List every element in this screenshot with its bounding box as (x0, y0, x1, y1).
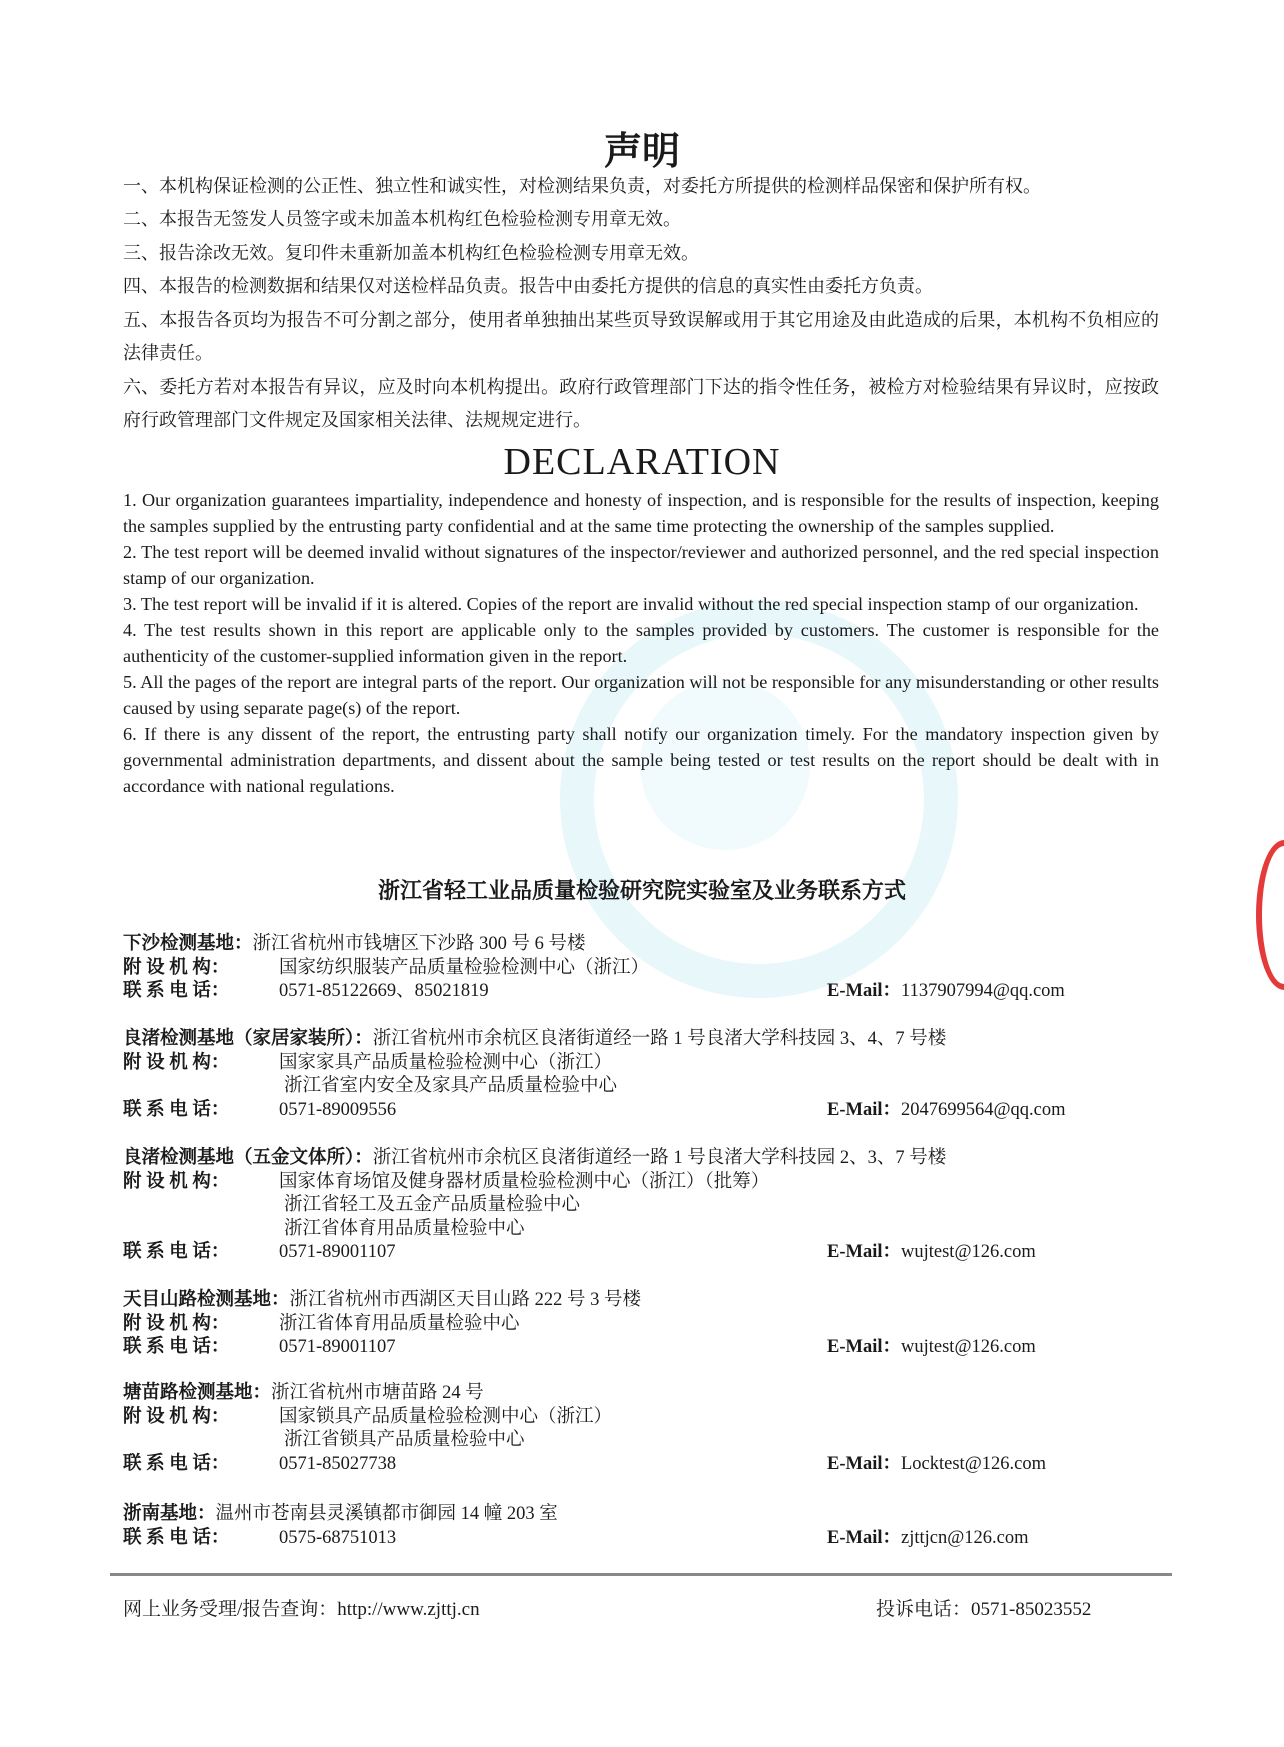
red-stamp (1256, 840, 1284, 990)
affiliated-org: 浙江省轻工及五金产品质量检验中心 (284, 1195, 581, 1216)
site-address: 浙江省杭州市钱塘区下沙路 300 号 6 号楼 (252, 934, 586, 954)
affiliated-label: 附 设 机 构： (123, 957, 230, 978)
email: 1137907994@qq.com (901, 981, 1065, 1002)
affiliated-label: 附 设 机 构： (123, 1313, 230, 1334)
cn-item: 一、本机构保证检测的公正性、独立性和诚实性，对检测结果负责，对委托方所提供的检测样品保密和保护所有权。 (123, 176, 1041, 196)
en-item: 2. The test report will be deemed invalid without signatures of the inspector/reviewer and authorized personnel, and the red special inspection stamp of our organization. (123, 542, 1159, 588)
email: zjttjcn@126.com (901, 1527, 1029, 1548)
site-name: 浙南基地： (123, 1504, 216, 1524)
site-address: 浙江省杭州市塘苗路 24 号 (271, 1383, 484, 1403)
site-name: 下沙检测基地： (123, 934, 253, 954)
affiliated-label: 附 设 机 构： (123, 1171, 230, 1192)
site-block (123, 1382, 1159, 1476)
org-contact-title: 浙江省轻工业品质量检验研究院实验室及业务联系方式 (377, 878, 906, 903)
site-name: 塘苗路检测基地： (123, 1383, 272, 1403)
phone: 0571-85122669、85021819 (279, 981, 489, 1002)
affiliated-org: 国家纺织服装产品质量检验检测中心（浙江） (279, 957, 650, 978)
affiliated-org: 浙江省锁具产品质量检验中心 (284, 1430, 525, 1451)
en-item: 1. Our organization guarantees impartiality, independence and honesty of inspection, and is responsible for the results of inspection, keeping the samples supplied by the entrusting party confidential and at the same time protecting the ownership of the samples supplied. (123, 490, 1159, 536)
en-item: 6. If there is any dissent of the report, the entrusting party shall notify our organization timely. For the mandatory inspection given by governmental administration departments, and dissent about the sample being tested or test results on the report should be dealt with in accordance with national regulations. (123, 724, 1159, 796)
site-block (123, 933, 1159, 1004)
email-label: E-Mail： (827, 981, 901, 1002)
email: wujtest@126.com (901, 1242, 1036, 1263)
cn-item: 三、报告涂改无效。复印件未重新加盖本机构红色检验检测专用章无效。 (123, 243, 699, 263)
affiliated-label: 附 设 机 构： (123, 1406, 230, 1427)
phone: 0571-85027738 (279, 1453, 397, 1474)
affiliated-org: 浙江省室内安全及家具产品质量检验中心 (284, 1076, 618, 1097)
site-address: 浙江省杭州市西湖区天目山路 222 号 3 号楼 (289, 1290, 642, 1310)
phone-label: 联 系 电 话： (123, 1337, 230, 1358)
affiliated-org: 浙江省体育用品质量检验中心 (284, 1218, 525, 1239)
affiliated-org: 浙江省体育用品质量检验中心 (279, 1313, 520, 1334)
site-block (123, 1028, 1159, 1122)
phone-label: 联 系 电 话： (123, 981, 230, 1002)
site-address: 浙江省杭州市余杭区良渚街道经一路 1 号良渚大学科技园 2、3、7 号楼 (372, 1148, 947, 1168)
cn-item: 四、本报告的检测数据和结果仅对送检样品负责。报告中由委托方提供的信息的真实性由委托方负责。 (123, 276, 933, 296)
email-label: E-Mail： (827, 1242, 901, 1263)
phone: 0571-89009556 (279, 1099, 397, 1120)
email-label: E-Mail： (827, 1527, 901, 1548)
phone: 0571-89001107 (279, 1242, 396, 1263)
site-address: 浙江省杭州市余杭区良渚街道经一路 1 号良渚大学科技园 3、4、7 号楼 (372, 1029, 947, 1049)
site-block (123, 1503, 1159, 1550)
site-name: 良渚检测基地（家居家装所）： (123, 1029, 373, 1049)
site-block (123, 1289, 1159, 1360)
email-label: E-Mail： (827, 1453, 901, 1474)
site-name: 良渚检测基地（五金文体所）： (123, 1148, 373, 1168)
site-name: 天目山路检测基地： (123, 1290, 290, 1310)
phone-label: 联 系 电 话： (123, 1527, 230, 1548)
en-item: 3. The test report will be invalid if it is altered. Copies of the report are invalid without the red special inspection stamp of our organization. (123, 594, 1139, 614)
en-item: 5. All the pages of the report are integral parts of the report. Our organization will not be responsible for any misunderstanding or other results caused by using separate page(s) of the report. (123, 672, 1159, 718)
cn-item: 五、本报告各页均为报告不可分割之部分，使用者单独抽出某些页导致误解或用于其它用途及由此造成的后果，本机构不负相应的法律责任。 (123, 310, 1159, 364)
title-en: DECLARATION (503, 441, 781, 483)
email-label: E-Mail： (827, 1337, 901, 1358)
email: wujtest@126.com (901, 1337, 1036, 1358)
affiliated-org: 国家家具产品质量检验检测中心（浙江） (279, 1052, 613, 1073)
phone-label: 联 系 电 话： (123, 1242, 230, 1263)
declaration-en (123, 487, 1159, 799)
footer-online-query: 网上业务受理/报告查询：http://www.zjttj.cn (123, 1599, 480, 1620)
phone: 0571-89001107 (279, 1337, 396, 1358)
phone-label: 联 系 电 话： (123, 1453, 230, 1474)
affiliated-org: 国家体育场馆及健身器材质量检验检测中心（浙江）（批筹） (279, 1171, 770, 1192)
email-label: E-Mail： (827, 1099, 901, 1120)
email: Locktest@126.com (901, 1453, 1046, 1474)
site-address: 温州市苍南县灵溪镇都市御园 14 幢 203 室 (215, 1504, 558, 1524)
footer-complaint-phone: 投诉电话：0571-85023552 (876, 1599, 1092, 1620)
affiliated-org: 国家锁具产品质量检验检测中心（浙江） (279, 1406, 613, 1427)
title-cn: 声明 (603, 131, 680, 173)
cn-item: 二、本报告无签发人员签字或未加盖本机构红色检验检测专用章无效。 (123, 209, 681, 229)
phone: 0575-68751013 (279, 1527, 397, 1548)
site-block (123, 1147, 1159, 1265)
phone-label: 联 系 电 话： (123, 1099, 230, 1120)
footer-divider (110, 1573, 1172, 1576)
en-item: 4. The test results shown in this report are applicable only to the samples provided by customers. The customer is responsible for the authenticity of the customer-supplied information given in the report. (123, 620, 1159, 666)
cn-item: 六、委托方若对本报告有异议，应及时向本机构提出。政府行政管理部门下达的指令性任务，被检方对检验结果有异议时，应按政府行政管理部门文件规定及国家相关法律、法规规定进行。 (123, 377, 1159, 431)
affiliated-label: 附 设 机 构： (123, 1052, 230, 1073)
email: 2047699564@qq.com (901, 1099, 1066, 1120)
